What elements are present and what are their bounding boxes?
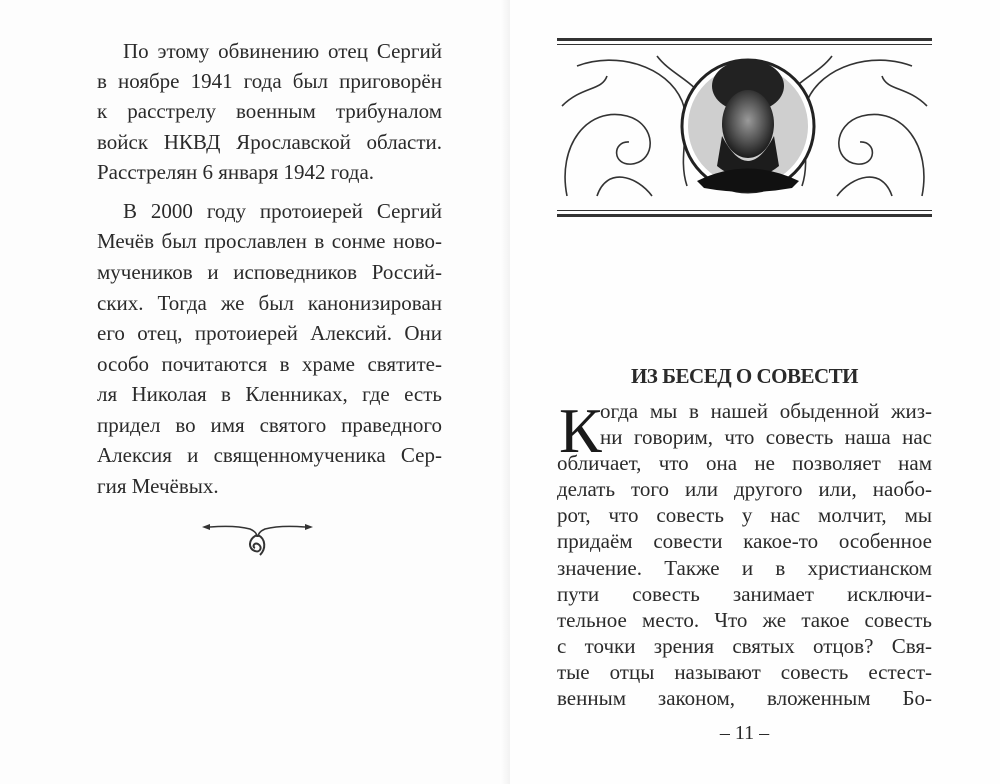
section-title: ИЗ БЕСЕД О СОВЕСТИ	[630, 364, 859, 388]
text-line: мучеников и исповедников Россий-	[97, 260, 442, 284]
text-line: к расстрелу военным трибуналом	[97, 99, 442, 123]
text-line: Мечёв был прославлен в сонме ново-	[97, 229, 442, 253]
text-line: рот, что совесть у нас молчит, мы	[557, 503, 932, 528]
text-line: с точки зрения святых отцов? Свя-	[557, 633, 932, 658]
text-line: в ноябре 1941 года был приговорён	[97, 69, 442, 93]
text-line: ни говорим, что совесть наша нас	[600, 425, 932, 450]
text-line: Расстрелян 6 января 1942 года.	[97, 160, 375, 184]
text-line: тые отцы называют совесть естест-	[557, 659, 932, 684]
text-line: войск НКВД Ярославской области.	[97, 130, 442, 154]
text-line: По этому обвинению отец Сергий	[123, 39, 442, 63]
text-line: Алексия и священномученика Сер-	[97, 443, 442, 467]
text-line: ля Николая в Кленниках, где есть	[97, 382, 442, 406]
text-line: ских. Тогда же был канонизирован	[97, 291, 442, 315]
frame-top-rule	[557, 38, 932, 41]
text-line: обличает, что она не позволяет нам	[557, 451, 932, 476]
text-line: гия Мечёвых.	[97, 474, 219, 498]
frame-bottom-rule	[557, 214, 932, 217]
text-line: его отец, протоиерей Алексий. Они	[97, 321, 442, 345]
text-line: В 2000 году протоиерей Сергий	[123, 199, 442, 223]
text-line: придаём совести какое-то особенное	[557, 529, 932, 554]
frame-top-rule-thin	[557, 44, 932, 45]
portrait-face	[722, 90, 774, 158]
text-line: делать того или другого или, наобо-	[557, 477, 932, 502]
ornament-divider-icon	[200, 515, 315, 560]
page-number: – 11 –	[719, 722, 770, 744]
text-line: особо почитаются в храме святите-	[97, 352, 442, 376]
text-line: венным законом, вложенным Бо-	[557, 686, 932, 710]
text-line: огда мы в нашей обыденной жиз-	[600, 399, 932, 423]
text-line: пути совесть занимает исключи-	[557, 581, 932, 606]
frame-bottom-rule-thin	[557, 210, 932, 211]
ornamental-portrait-frame	[557, 46, 932, 208]
drop-cap: К	[559, 395, 602, 466]
text-line: тельное место. Что же такое совесть	[557, 607, 932, 632]
text-line: придел во имя святого праведного	[97, 413, 442, 437]
text-line: значение. Также и в христианском	[557, 555, 932, 580]
